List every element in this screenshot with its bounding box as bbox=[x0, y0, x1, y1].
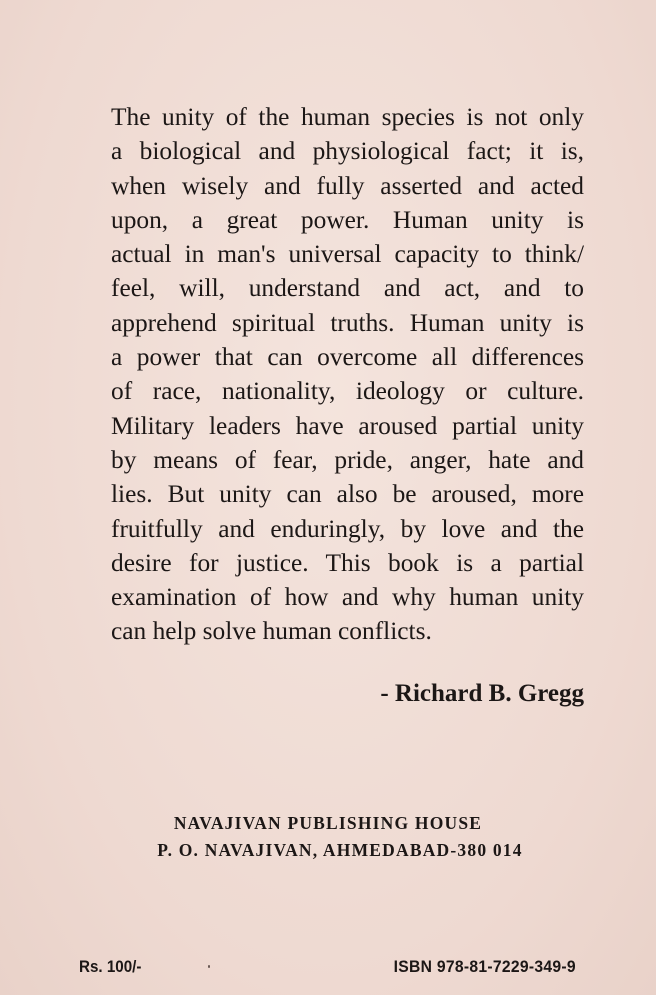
blurb-line: fruitfully and enduringly, by love and the bbox=[111, 514, 584, 543]
blurb-line: desire for justice. This book is a partial bbox=[111, 548, 584, 577]
blurb-line: The unity of the human species is not only bbox=[111, 103, 584, 131]
blurb-line: lies. But unity can also be aroused, more bbox=[111, 480, 584, 509]
publisher-name: NAVAJIVAN PUBLISHING HOUSE bbox=[173, 813, 483, 833]
blurb-line: apprehend spiritual truths. Human unity is bbox=[111, 308, 584, 337]
blurb-line: feel, will, understand and act, and to bbox=[111, 274, 584, 303]
blurb-line: can help solve human conflicts. bbox=[111, 617, 432, 646]
price-label: Rs. 100/- bbox=[79, 958, 142, 976]
blurb-line: when wisely and fully asserted and acted bbox=[111, 171, 584, 200]
author-attribution: - Richard B. Gregg bbox=[380, 680, 584, 707]
blurb-text bbox=[111, 100, 584, 649]
publisher-address: P. O. NAVAJIVAN, AHMEDABAD-380 014 bbox=[157, 840, 523, 860]
blurb-line: Military leaders have aroused partial unity bbox=[111, 411, 584, 440]
blurb-line: of race, nationality, ideology or culture. bbox=[111, 377, 584, 406]
publisher-block bbox=[0, 810, 656, 864]
isbn-label: ISBN 978-81-7229-349-9 bbox=[393, 958, 576, 976]
blurb-line: a biological and physiological fact; it is, bbox=[111, 137, 584, 166]
blurb-line: upon, a great power. Human unity is bbox=[111, 205, 584, 234]
print-speck bbox=[208, 965, 210, 968]
blurb-line: a power that can overcome all differences bbox=[111, 343, 584, 372]
blurb-line: by means of fear, pride, anger, hate and bbox=[111, 445, 584, 474]
blurb-line: examination of how and why human unity bbox=[111, 583, 584, 612]
blurb-line: actual in man's universal capacity to think/ bbox=[111, 240, 584, 269]
